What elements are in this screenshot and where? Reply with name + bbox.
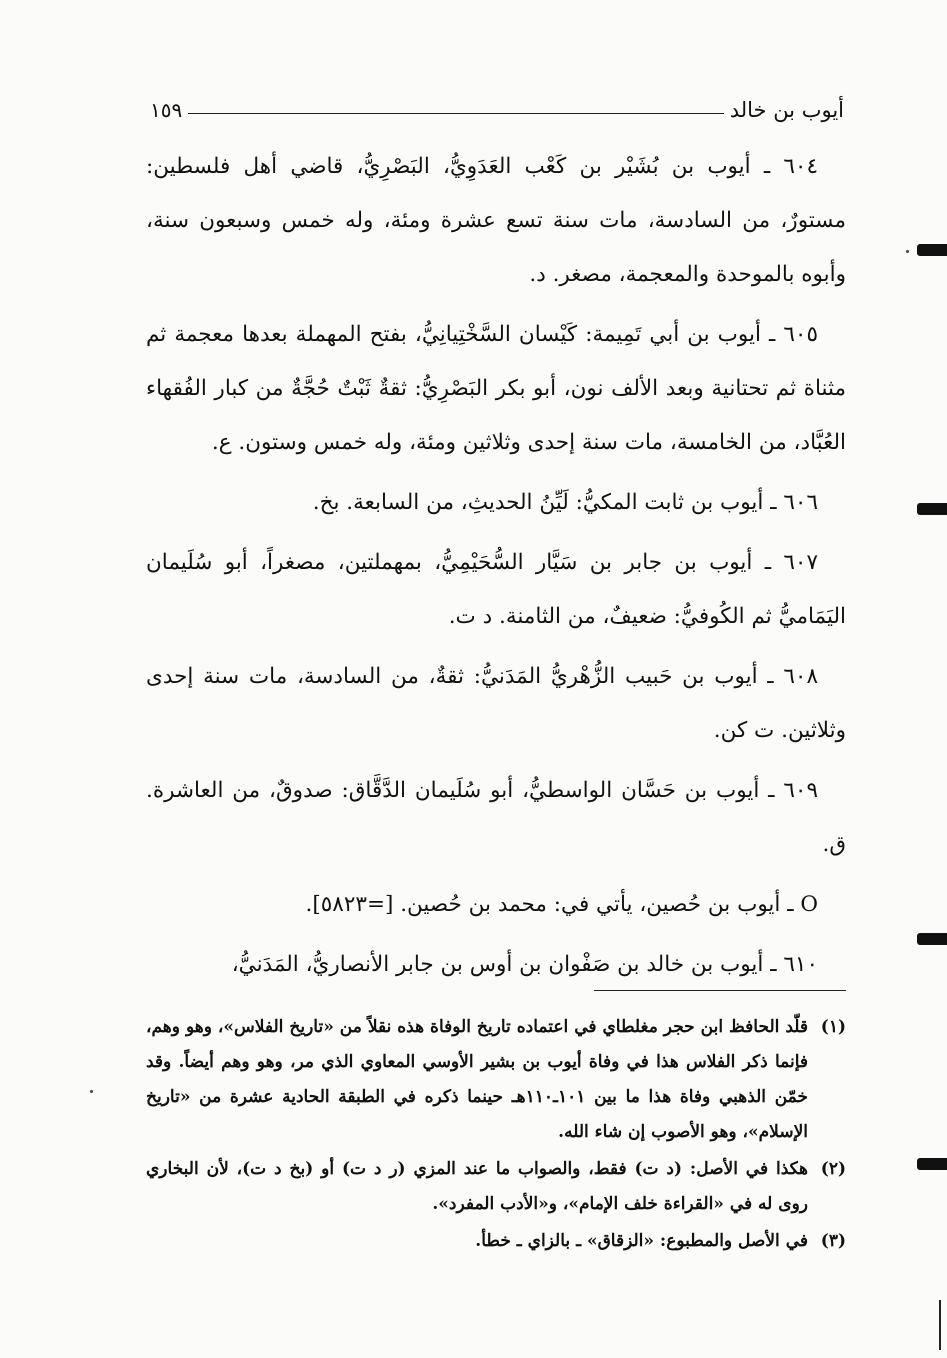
footnote-text: في الأصل والمطبوع: «الزقاق» ـ بالزاي ـ خطأ. [475, 1231, 808, 1251]
entry-605: ٦٠٥ ـ أيوب بن أبي تَمِيمة: كَيْسان السَّخْتِيانِيُّ، بفتح المهملة بعدها معجمة ثم مثناة ثم تحتانية وبعد الألف نون، أبو بكر البَصْرِيُّ: ثقةٌ ثَبْتٌ حُجَّةٌ من كبار الفُقهاء العُبَّاد، من الخامسة، مات سنة إحدى وثلاثين ومئة، وله خمس وستون. ع. [146, 322, 846, 455]
scan-binding-mark [917, 244, 947, 256]
footnote-2 [146, 1152, 846, 1222]
entries-body [146, 140, 846, 998]
footnote-3 [146, 1224, 846, 1259]
scan-binding-mark [917, 503, 947, 515]
header-rule [188, 113, 723, 114]
entry-cross-reference: O ـ أيوب بن حُصين، يأتي في: محمد بن حُصين. [=٥٨٢٣]. [305, 892, 818, 917]
footnote-1 [146, 1010, 846, 1150]
scan-speck [906, 250, 909, 253]
scan-edge-line [939, 1300, 941, 1350]
footnote-mark: (٣) [820, 1231, 846, 1251]
page-number: ١٥٩ [150, 98, 183, 122]
entry-607: ٦٠٧ ـ أيوب بن جابر بن سَيَّار السُّحَيْمِيُّ، بمهملتين، مصغراً، أبو سُلَيمان اليَمَاميُّ ثم الكُوفيُّ: ضعيفٌ، من الثامنة. د ت. [146, 550, 846, 629]
footnote-separator [594, 990, 846, 991]
entry-610: ٦١٠ ـ أيوب بن خالد بن صَفْوان بن أوس بن جابر الأنصاريُّ، المَدَنيُّ، [231, 952, 818, 977]
entry-604: ٦٠٤ ـ أيوب بن بُشَيْر بن كَعْب العَدَوِيُّ، البَصْرِيُّ، قاضي أهل فلسطين: مستورٌ، من السادسة، مات سنة تسع عشرة ومئة، وله خمس وسبعون سنة، وأبوه بالموحدة والمعجمة، مصغر. د. [146, 154, 846, 287]
footnote-mark: (١) [820, 1017, 846, 1037]
footnotes [146, 1010, 846, 1261]
running-header [150, 92, 844, 122]
footnote-mark: (٢) [820, 1159, 846, 1179]
circle-marker: O [800, 892, 818, 917]
scan-binding-mark [917, 933, 947, 945]
scan-binding-mark [917, 1158, 947, 1170]
footnote-text: هكذا في الأصل: (د ت) فقط، والصواب ما عند المزي (ر د ت) أو (بخ د ت)، لأن البخاري روى له في «القراءة خلف الإمام»، و«الأدب المفرد». [146, 1159, 808, 1214]
entry-608: ٦٠٨ ـ أيوب بن حَبيب الزُّهْريُّ المَدَنيُّ: ثقةٌ، من السادسة، مات سنة إحدى وثلاثين. ت كن. [146, 664, 846, 743]
entry-606: ٦٠٦ ـ أيوب بن ثابت المكيُّ: لَيِّنُ الحديثِ، من السابعة. بخ. [312, 490, 818, 515]
footnote-text: قلّد الحافظ ابن حجر مغلطاي في اعتماده تاريخ الوفاة هذه نقلاً من «تاريخ الفلاس»، وهو وهم، فإنما ذكر الفلاس هذا في وفاة أيوب بن بشير الأوسي المعاوي الذي مر، وهو وهم أيضاً. وقد خمّن الذهبي وفاة هذا ما بين ١٠١ـ١١٠هـ حينما ذكره في الطبقة الحادية عشرة من «تاريخ الإسلام»، وهو الأصوب إن شاء الله. [146, 1017, 808, 1142]
scan-speck [90, 1090, 93, 1093]
entry-609: ٦٠٩ ـ أيوب بن حَسَّان الواسطيُّ، أبو سُلَيمان الدَّقَّاق: صدوقٌ، من العاشرة. ق. [146, 778, 846, 857]
header-title: أيوب بن خالد [729, 98, 844, 122]
